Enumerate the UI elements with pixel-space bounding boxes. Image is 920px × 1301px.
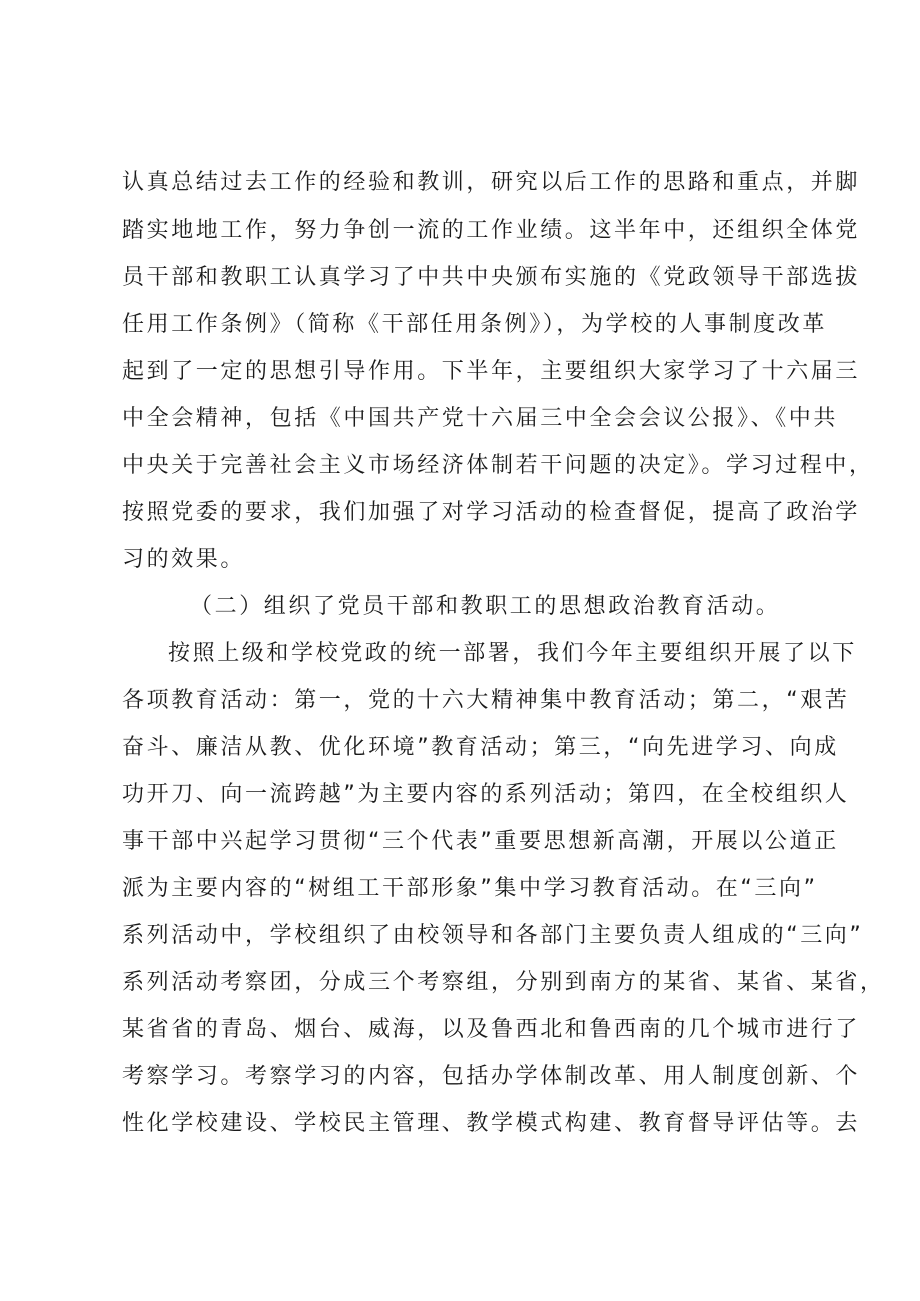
paragraph-line: 派为主要内容的“树组工干部形象”集中学习教育活动。在“三向” (122, 876, 818, 901)
paragraph-line: 按照党委的要求，我们加强了对学习活动的检查督促，提高了政治学 (122, 500, 861, 525)
paragraph-line: 奋斗、廉洁从教、优化环境”教育活动；第三，“向先进学习、向成 (122, 735, 839, 760)
paragraph-line: 系列活动中，学校组织了由校领导和各部门主要负责人组成的“三向” (122, 923, 864, 948)
paragraph-line: 功开刀、向一流跨越”为主要内容的系列活动；第四，在全校组织人 (122, 782, 850, 807)
paragraph-line: 踏实地地工作，努力争创一流的工作业绩。这半年中，还组织全体党 (122, 218, 861, 243)
paragraph-line: 某省省的青岛、烟台、威海，以及鲁西北和鲁西南的几个城市进行了 (122, 1017, 861, 1042)
paragraph-line: 系列活动考察团，分成三个考察组，分别到南方的某省、某省、某省， (122, 970, 885, 995)
section-heading: （二）组织了党员干部和教职工的思想政治教育活动。 (190, 594, 781, 619)
paragraph-line: 性化学校建设、学校民主管理、教学模式构建、教育督导评估等。去 (122, 1111, 861, 1136)
paragraph-line: 中央关于完善社会主义市场经济体制若干问题的决定》。学习过程中， (122, 453, 874, 478)
paragraph-line: 中全会精神，包括《中国共产党十六届三中全会会议公报》、《中共 (122, 406, 839, 431)
paragraph-line: 习的效果。 (122, 547, 246, 572)
paragraph-line: 各项教育活动：第一，党的十六大精神集中教育活动；第二，“艰苦 (122, 688, 850, 713)
paragraph-line: 员干部和教职工认真学习了中共中央颁布实施的《党政领导干部选拔 (122, 265, 861, 290)
paragraph-line: 按照上级和学校党政的统一部署，我们今年主要组织开展了以下 (168, 641, 857, 666)
paragraph-line: 认真总结过去工作的经验和教训，研究以后工作的思路和重点，并脚 (122, 170, 861, 195)
paragraph-line: 起到了一定的思想引导作用。下半年，主要组织大家学习了十六届三 (122, 359, 861, 384)
paragraph-line: 考察学习。考察学习的内容，包括办学体制改革、用人制度创新、个 (122, 1064, 861, 1089)
paragraph-line: 任用工作条例》（简称《干部任用条例》），为学校的人事制度改革 (122, 312, 828, 337)
paragraph-line: 事干部中兴起学习贯彻“三个代表”重要思想新高潮，开展以公道正 (122, 829, 839, 854)
